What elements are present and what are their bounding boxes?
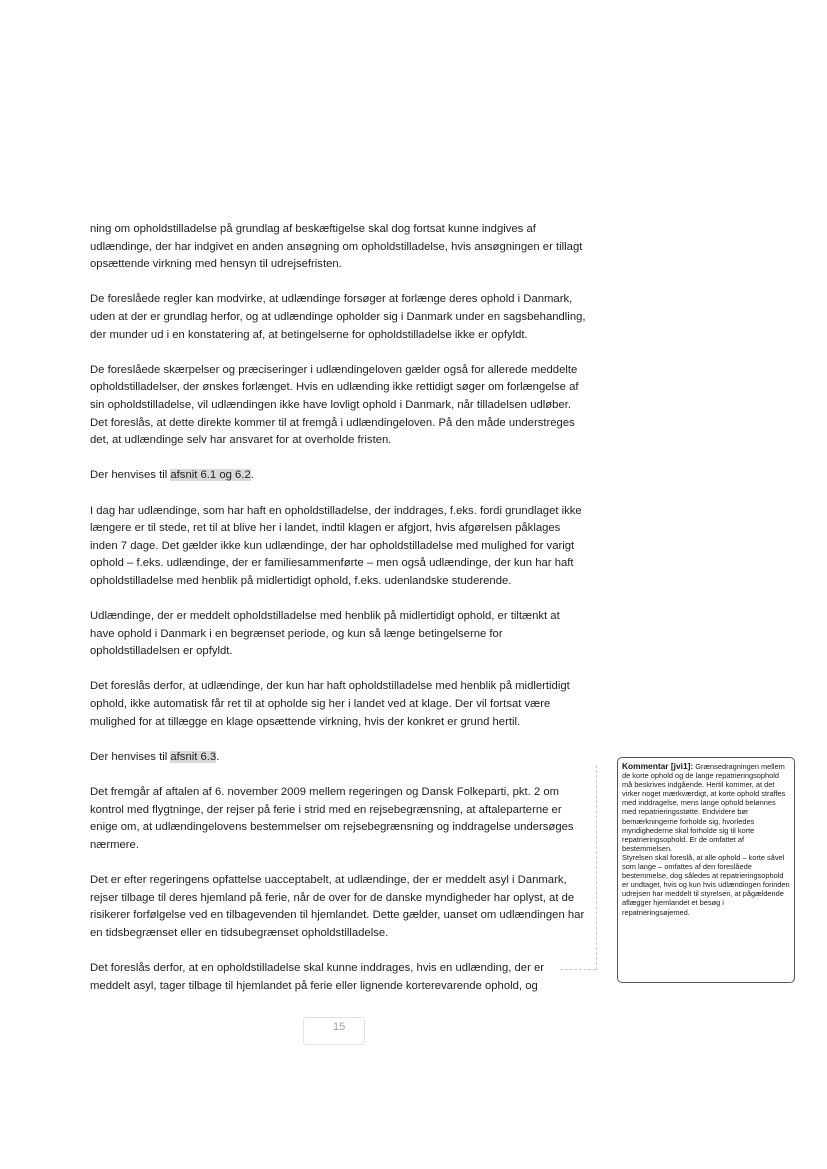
paragraph — [90, 503, 586, 591]
paragraph-text: I dag har udlændinge, som har haft en opholdstilladelse, der inddrages, f.eks. fordi grundlaget ikke længere er til stede, ret til at blive her i landet, indtil klagen er afgjort, hvis afgørelsen påklages inden 7 dage. Det gælder ikke kun udlændinge, der har opholdstilladelse med mulighed for varigt ophold – f.eks. udlændinge, der er familiesammenførte – men også udlændinge, der kun har haft opholdstilladelse med henblik på midlertidigt ophold, f.eks. udenlandske studerende. — [90, 504, 582, 587]
comment-anchor-line — [560, 969, 596, 971]
paragraph — [90, 362, 586, 450]
paragraph-text: Der henvises til — [90, 750, 171, 763]
paragraph — [90, 608, 586, 661]
page-number: 15 — [333, 1021, 346, 1033]
paragraph-text: Det foreslås derfor, at udlændinge, der kun har haft opholdstilladelse med henblik på midlertidigt ophold, ikke automatisk får ret til at opholde sig her i landet ved at klage. Der vil fortsat være mulighed for at tillægge en klage opsættende virkning, hvis der konkret er grund hertil. — [90, 680, 570, 728]
paragraph — [90, 784, 586, 854]
comment-body-1: Grænsedragningen mellem de korte ophold og de lange repatrieringsophold må beskrives indgående. Hertil kommer, at det virker noget mærkværdigt, at korte ophold straffes med inddragelse, mens lange ophold belønnes med repatrieringsstøtte. Endvidere bør bemærkningerne forholde sig, hvorledes myndighederne skal forholde sig til korte repatrieringsophold. Er de omfattet af bestemmelsen. — [622, 762, 786, 853]
comment-label: Kommentar [jvi1]: — [622, 761, 694, 771]
cross-reference[interactable]: afsnit 6.3 — [170, 750, 217, 763]
paragraph-text: ning om opholdstilladelse på grundlag af beskæftigelse skal dog fortsat kunne indgives af udlændinge, der har indgivet en anden ansøgning om opholdstilladelse, hvis ansøgningen er tillagt opsættende virkning med hensyn til udrejsefristen. — [90, 223, 583, 271]
paragraph-text: . — [216, 750, 220, 763]
paragraph-text: Udlændinge, der er meddelt opholdstilladelse med henblik på midlertidigt ophold, er tiltænkt at have ophold i Danmark i en begrænset periode, og kun så længe betingelserne for opholdstilladelsen er opfyldt. — [90, 610, 560, 658]
comment-text-2: Styrelsen skal foreslå, at alle ophold – korte såvel som lange – omfattes af den foreslåede bestemmelse, dog således at repatrieringsophold er undtaget, hvis og kun hvis udlændingen forinden udrejsen har meddelt til styrelsen, at pågældende aflægger hjemlandet et besøg i repatrieringsøjemed. — [622, 852, 790, 917]
paragraph-text: Det er efter regeringens opfattelse uacceptabelt, at udlændinge, der er meddelt asyl i Danmark, rejser tilbage til deres hjemland på ferie, når de over for de danske myndigheder har oplyst, at de risikerer forfølgelse ved en tilbagevenden til hjemlandet. Dette gælder, uanset om udlændingen har en tidsbegrænset eller en tidsubegrænset opholdstilladelse. — [90, 873, 585, 939]
paragraph-text: De foreslåede regler kan modvirke, at udlændinge forsøger at forlænge deres ophold i Danmark, uden at der er grundlag herfor, og at udlændinge opholder sig i Danmark under en sagsbehandling, der munder ud i en konstatering af, at betingelserne for opholdstilladelse ikke er opfyldt. — [90, 293, 586, 341]
paragraph — [90, 960, 586, 995]
comment-connector-line — [596, 765, 598, 970]
paragraph — [90, 678, 586, 731]
paragraph-text: Der henvises til — [90, 469, 171, 482]
paragraph — [90, 221, 586, 274]
paragraph-text: Det fremgår af aftalen af 6. november 2009 mellem regeringen og Dansk Folkeparti, pkt. 2 om kontrol med flygtninge, der rejser på ferie i strid med en rejsebegrænsning, at aftaleparterne er enige om, at udlændingelovens bestemmelser om rejsebegrænsning og inddragelse undersøges nærmere. — [90, 786, 574, 851]
comment-balloon[interactable] — [617, 757, 795, 983]
paragraph — [90, 291, 586, 344]
paragraph-text: Det foreslås derfor, at en opholdstilladelse skal kunne inddrages, hvis en udlænding, der er meddelt asyl, tager tilbage til hjemlandet på ferie eller lignende korterevarende ophold, og — [90, 961, 545, 992]
cross-reference[interactable]: afsnit 6.1 og 6.2 — [170, 469, 251, 482]
paragraph — [90, 749, 586, 767]
paragraph — [90, 872, 586, 942]
body-text — [90, 221, 586, 1013]
paragraph — [90, 467, 586, 485]
paragraph-text: . — [250, 469, 254, 482]
paragraph-text: De foreslåede skærpelser og præciseringer i udlændingeloven gælder også for allerede meddelte opholdstilladelser, der ønskes forlænget. Hvis en udlænding ikke rettidigt søger om forlængelse af sin opholdstilladelse, vil udlændingen ikke have lovligt ophold i Danmark, når tilladelsen udløber. Det foreslås, at dette direkte kommer til at fremgå i udlændingeloven. På den måde understreges det, at udlændinge selv har ansvaret for at overholde fristen. — [90, 363, 579, 447]
comment-text-1 — [622, 762, 790, 853]
